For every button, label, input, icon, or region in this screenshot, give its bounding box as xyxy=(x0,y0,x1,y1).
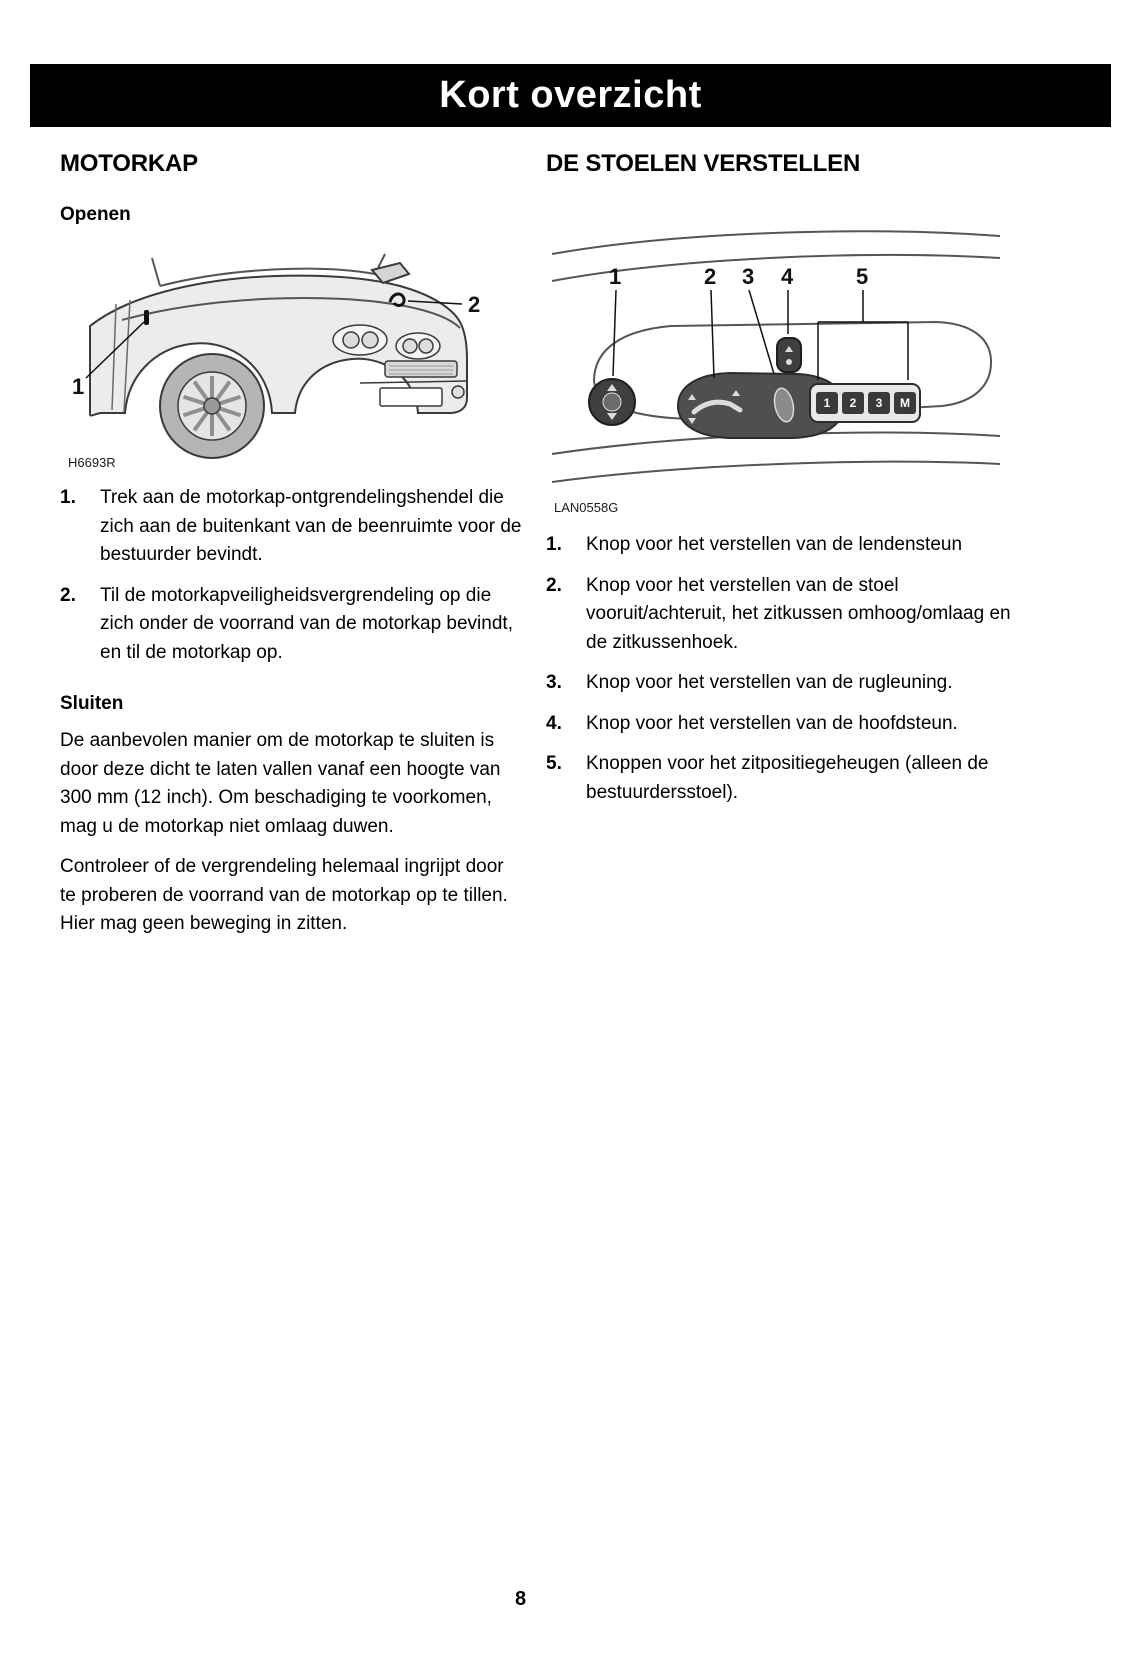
item-text: Trek aan de motorkap-ontgrendelingshendel die zich aan de buitenkant van de beenruimte voor de bestuurder bevindt. xyxy=(100,487,522,565)
fog-light xyxy=(452,386,464,398)
grille xyxy=(385,361,457,377)
item-number: 1. xyxy=(546,534,562,555)
page-number: 8 xyxy=(514,1588,527,1610)
item-number: 3. xyxy=(546,672,562,693)
memory-button-1: 1 xyxy=(823,396,831,410)
memory-button-m: M xyxy=(900,396,910,410)
figure-code-bonnet: H6693R xyxy=(68,455,116,470)
callout-1: 1 xyxy=(609,264,622,289)
item-number: 2. xyxy=(60,584,76,606)
list-item xyxy=(546,572,1021,658)
item-text: Knop voor het verstellen van de hoofdsteun. xyxy=(586,712,958,734)
section-heading-motorkap: MOTORKAP xyxy=(60,150,198,177)
list-item xyxy=(546,531,1021,560)
release-lever xyxy=(144,310,149,325)
page-title: Kort overzicht xyxy=(439,74,702,116)
callout-2: 2 xyxy=(704,264,717,289)
headrest-switch xyxy=(777,338,801,372)
callout-5: 5 xyxy=(856,264,869,289)
mirror xyxy=(372,263,409,283)
page-footer xyxy=(0,1588,1041,1611)
subheading-sluiten: Sluiten xyxy=(60,693,124,714)
item-text: Knop voor het verstellen van de lendensteun xyxy=(586,534,963,555)
memory-button-3: 3 xyxy=(875,396,883,410)
seat-controls-figure xyxy=(546,226,1021,496)
callout-2: 2 xyxy=(468,292,481,317)
bonnet-figure xyxy=(60,246,522,476)
callout-line-1 xyxy=(613,290,616,376)
lumbar-knob xyxy=(589,379,635,425)
car-illustration xyxy=(60,246,520,476)
callout-bracket-5 xyxy=(818,290,908,380)
trim-line xyxy=(552,231,1000,254)
list-item xyxy=(546,710,1021,739)
right-column xyxy=(546,150,1021,939)
seat-controls-illustration xyxy=(546,226,1006,496)
item-text: Knop voor het verstellen van de rugleuning. xyxy=(586,672,953,693)
section-heading-stoelen: DE STOELEN VERSTELLEN xyxy=(546,150,861,177)
paragraph: Controleer of de vergrendeling helemaal ingrijpt door te proberen de voorrand van de motorkap op te tillen. Hier mag geen beweging in zitten. xyxy=(60,856,508,934)
list-item xyxy=(60,582,522,668)
item-number: 1. xyxy=(60,487,76,508)
trim-line xyxy=(552,462,1000,482)
paragraph: De aanbevolen manier om de motorkap te sluiten is door deze dicht te laten vallen vanaf een hoogte van 300 mm (12 inch). Om beschadiging te voorkomen, mag u de motorkap niet omlaag duwen. xyxy=(60,730,501,837)
number-plate xyxy=(380,388,442,406)
callout-line-3 xyxy=(749,290,774,374)
figure-code-seats: LAN0558G xyxy=(554,500,619,515)
list-item xyxy=(546,750,1021,807)
subheading-openen: Openen xyxy=(60,204,131,225)
content-columns xyxy=(60,150,1081,939)
callout-4: 4 xyxy=(781,264,794,289)
front-wheel xyxy=(160,354,264,458)
item-number: 2. xyxy=(546,574,562,596)
item-number: 5. xyxy=(546,753,562,774)
item-text: Til de motorkapveiligheidsvergrendeling op die zich onder de voorrand van de motorkap bevindt, en til de motorkap op. xyxy=(100,584,513,663)
callout-1: 1 xyxy=(72,374,85,399)
left-column xyxy=(60,150,522,939)
callout-line-2 xyxy=(711,290,714,378)
memory-button-2: 2 xyxy=(849,396,857,410)
memory-panel xyxy=(810,384,920,422)
item-text: Knop voor het verstellen van de stoel vooruit/achteruit, het zitkussen omhoog/omlaag en de zitkussenhoek. xyxy=(586,574,1011,653)
page-header xyxy=(30,64,1111,127)
item-text: Knoppen voor het zitpositiegeheugen (alleen de bestuurdersstoel). xyxy=(586,753,989,803)
seat-controls-list xyxy=(546,531,1021,807)
list-item xyxy=(546,669,1021,698)
list-item xyxy=(60,484,522,570)
item-number: 4. xyxy=(546,712,562,734)
open-steps xyxy=(60,484,522,667)
callout-3: 3 xyxy=(742,264,755,289)
